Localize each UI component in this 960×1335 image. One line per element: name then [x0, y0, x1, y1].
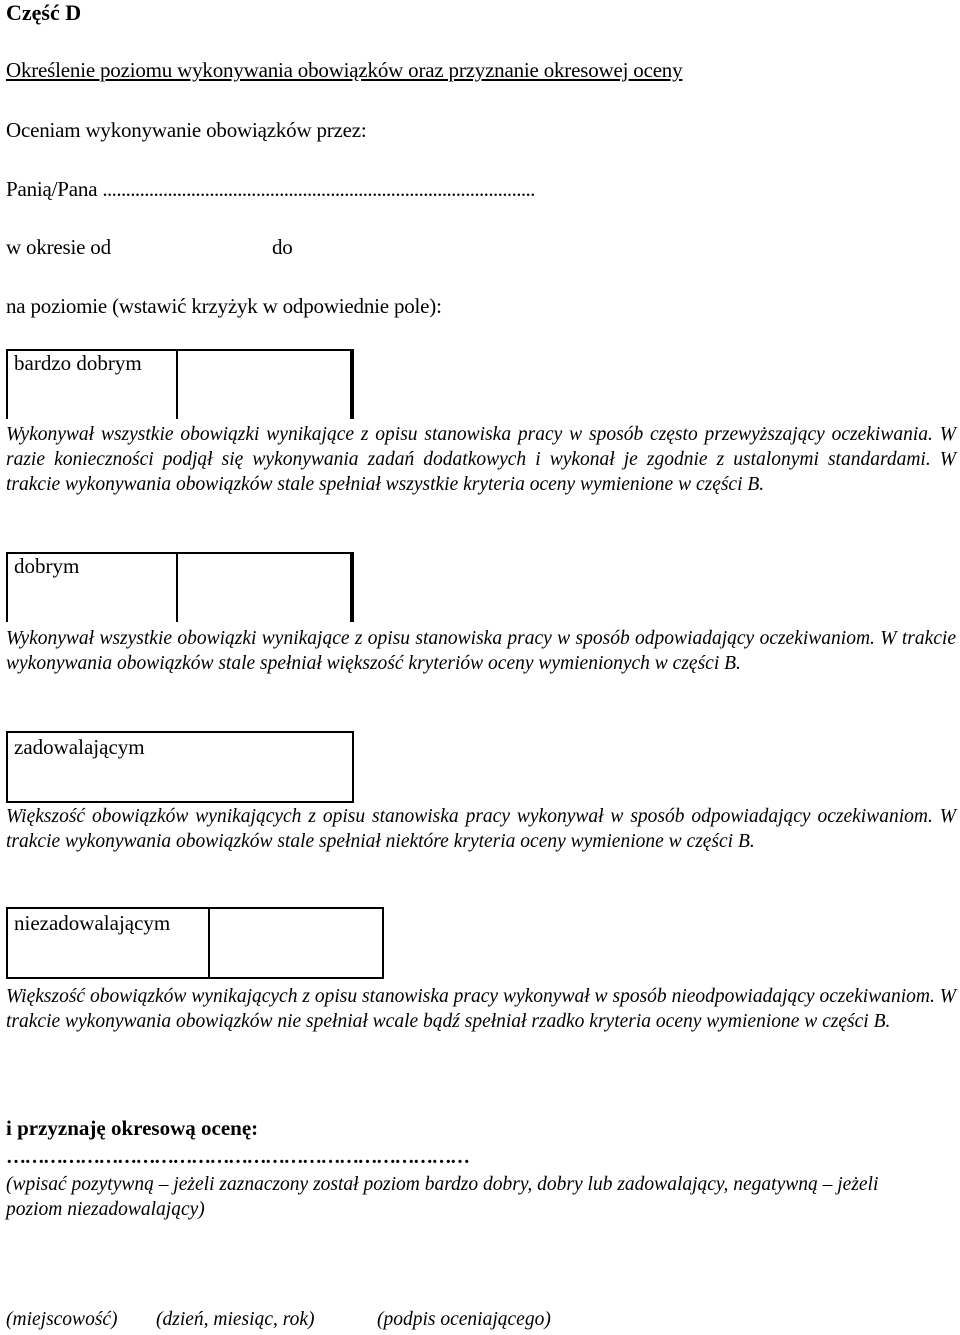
level-description: Większość obowiązków wynikających z opisu stanowiska pracy wykonywał w sposób odpowiadający oczekiwaniom. W trakcie wykonywania obowiązków stale spełniał niektóre kryteria oceny wymienione w części B.	[6, 806, 956, 852]
period-from-label: w okresie od	[6, 235, 111, 259]
level-checkbox-niezadowalajacym[interactable]	[208, 907, 382, 977]
assess-line: Oceniam wykonywanie obowiązków przez:	[6, 118, 367, 142]
level-row-niezadowalajacym	[6, 907, 384, 979]
level-checkbox-dobrym[interactable]	[176, 552, 352, 622]
level-description: Wykonywał wszystkie obowiązki wynikające z opisu stanowiska pracy w sposób często przewyższający oczekiwania. W razie konieczności podjął się wykonywania zadań dodatkowych i wykonał je zgodnie z ustalonymi standardami. W trakcie wykonywania obowiązków stale spełniał wszystkie kryteria oceny wymienione w części B.	[6, 424, 956, 495]
level-label: dobrym	[14, 554, 80, 578]
person-line	[6, 177, 535, 202]
grade-field[interactable]: …………………………………………………………………	[6, 1146, 469, 1168]
signature-signer: (podpis oceniającego)	[377, 1309, 551, 1330]
signature-date: (dzień, miesiąc, rok)	[156, 1309, 315, 1330]
period-to-label: do	[272, 235, 293, 259]
part-title: Część D	[6, 0, 82, 25]
signature-place: (miejscowość)	[6, 1309, 118, 1330]
level-description: Większość obowiązków wynikających z opisu stanowiska pracy wykonywał w sposób nieodpowiadający oczekiwaniom. W trakcie wykonywania obowiązków nie spełniał wcale bądź spełniał rzadko kryteria oceny wymienione w części B.	[6, 986, 956, 1032]
level-row-zadowalajacym	[6, 731, 354, 803]
level-description: Wykonywał wszystkie obowiązki wynikające z opisu stanowiska pracy w sposób odpowiadający oczekiwaniom. W trakcie wykonywania obowiązków stale spełniał większość kryteriów oceny wymienionych w części B.	[6, 628, 956, 674]
level-label: niezadowalającym	[14, 911, 171, 935]
level-checkbox-bardzo-dobrym[interactable]	[176, 349, 352, 419]
level-checkbox-zadowalajacym[interactable]	[176, 731, 348, 801]
grade-note: (wpisać pozytywną – jeżeli zaznaczony został poziom bardzo dobry, dobry lub zadowalający, negatywną – jeżeli poziom niezadowalający)	[6, 1174, 879, 1220]
level-instruction: na poziomie (wstawić krzyżyk w odpowiednie pole):	[6, 294, 442, 318]
level-row-dobrym	[6, 552, 354, 622]
level-label: bardzo dobrym	[14, 351, 142, 375]
section-title: Określenie poziomu wykonywania obowiązków oraz przyznanie okresowej oceny	[6, 58, 683, 82]
level-label: zadowalającym	[14, 735, 145, 759]
level-row-bardzo-dobrym	[6, 349, 354, 419]
person-field[interactable]: .............................................................................................	[102, 177, 535, 201]
person-label: Panią/Pana	[6, 177, 98, 201]
grade-heading: i przyznaję okresową ocenę:	[6, 1116, 259, 1140]
